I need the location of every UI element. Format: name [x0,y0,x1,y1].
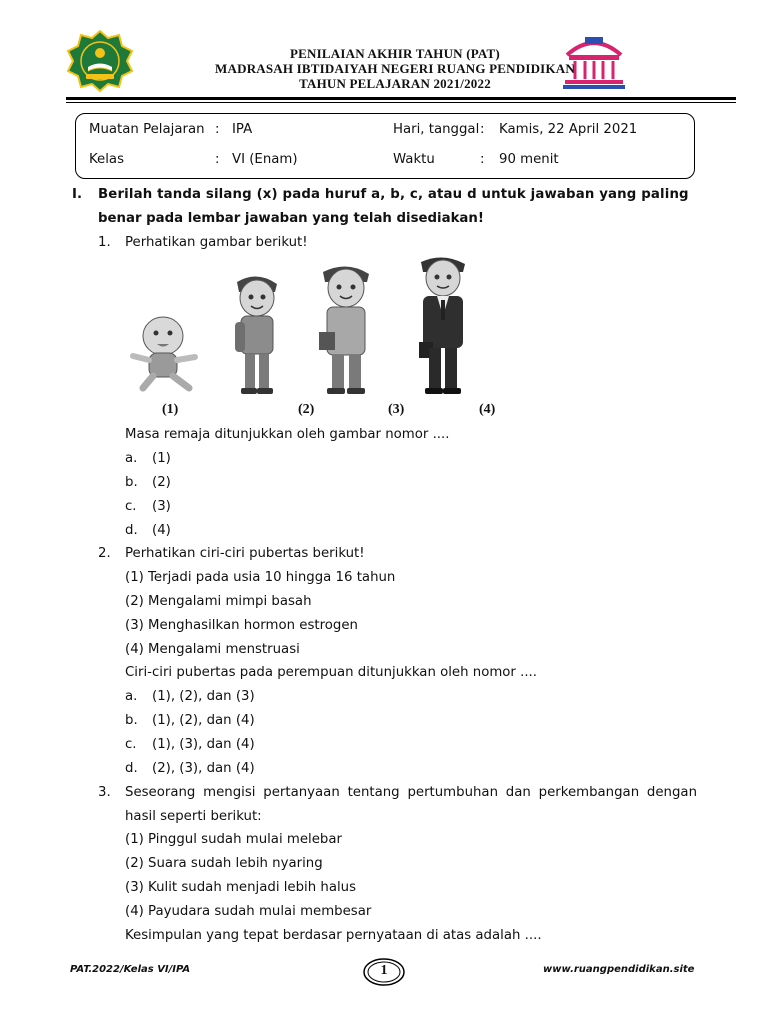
figure-label-1: (1) [162,402,179,417]
class-value: VI (Enam) [232,152,298,167]
q2-item-2: (2) Mengalami mimpi basah [125,594,312,609]
child-figure [235,276,277,394]
q1-text: Perhatikan gambar berikut! [125,235,308,250]
q3-text-line-2: hasil seperti berikut: [125,809,262,824]
teen-figure [319,266,369,394]
header-year: TAHUN PELAJARAN 2021/2022 [299,76,491,91]
q2-item-4: (4) Mengalami menstruasi [125,642,300,657]
q3-item-4: (4) Payudara sudah mulai membesar [125,904,372,919]
q3-question: Kesimpulan yang tepat berdasar pernyataan di atas adalah .... [125,928,542,943]
q2-item-3: (3) Menghasilkan hormon estrogen [125,618,358,633]
q2-option-d-letter: d. [125,761,138,776]
q1-option-c-letter: c. [125,499,137,514]
q1-option-b: (2) [152,475,171,490]
header-rule-thick [66,97,736,100]
day-label: Hari, tanggal [393,122,480,137]
q2-question: Ciri-ciri pubertas pada perempuan ditunjukkan oleh nomor .... [125,665,538,680]
baby-figure [133,317,195,388]
q3-text-line-1: Seseorang mengisi pertanyaan tentang pertumbuhan dan perkembangan dengan [125,785,697,800]
q1-option-c: (3) [152,499,171,514]
q2-option-d: (2), (3), dan (4) [152,761,255,776]
q1-option-d: (4) [152,523,171,538]
q3-item-1: (1) Pinggul sudah mulai melebar [125,832,342,847]
footer-page-number: 1 [380,963,388,978]
time-colon: : [480,152,485,167]
q2-option-a-letter: a. [125,689,138,704]
q1-option-a-letter: a. [125,451,138,466]
time-label: Waktu [393,152,435,167]
q2-option-b-letter: b. [125,713,138,728]
q2-option-c-letter: c. [125,737,137,752]
q1-number: 1. [98,235,111,250]
header-title: PENILAIAN AKHIR TAHUN (PAT) [290,46,500,61]
q2-item-1: (1) Terjadi pada usia 10 hingga 16 tahun [125,570,396,585]
section-instruction-1: Berilah tanda silang (x) pada huruf a, b, c, atau d untuk jawaban yang paling [98,187,689,202]
header-school: MADRASAH IBTIDAIYAH NEGERI RUANG PENDIDIKAN [215,61,575,76]
q1-question: Masa remaja ditunjukkan oleh gambar nomor .... [125,427,450,442]
footer-right: www.ruangpendidikan.site [543,964,695,975]
q1-option-b-letter: b. [125,475,138,490]
day-colon: : [480,122,485,137]
school-logo [561,33,627,91]
section-instruction-2: benar pada lembar jawaban yang telah disediakan! [98,211,484,226]
class-label: Kelas [89,152,125,167]
header-rule-thin [66,102,736,103]
ministry-logo [66,30,134,92]
q2-option-b: (1), (2), dan (4) [152,713,255,728]
subject-colon: : [215,122,220,137]
growth-stages-image [125,256,495,398]
q3-item-2: (2) Suara sudah lebih nyaring [125,856,323,871]
q3-number: 3. [98,785,111,800]
figure-label-4: (4) [479,402,496,417]
day-value: Kamis, 22 April 2021 [499,122,638,137]
q2-option-a: (1), (2), dan (3) [152,689,255,704]
class-colon: : [215,152,220,167]
q3-item-3: (3) Kulit sudah menjadi lebih halus [125,880,357,895]
figure-label-3: (3) [388,402,405,417]
q1-option-a: (1) [152,451,171,466]
subject-value: IPA [232,122,253,137]
q1-option-d-letter: d. [125,523,138,538]
subject-label: Muatan Pelajaran [89,122,205,137]
q2-option-c: (1), (3), dan (4) [152,737,255,752]
figure-label-2: (2) [298,402,315,417]
footer-left: PAT.2022/Kelas VI/IPA [70,964,191,975]
q2-number: 2. [98,546,111,561]
adult-figure [419,257,465,394]
time-value: 90 menit [499,152,559,167]
section-number: I. [72,187,82,202]
q2-text: Perhatikan ciri-ciri pubertas berikut! [125,546,365,561]
